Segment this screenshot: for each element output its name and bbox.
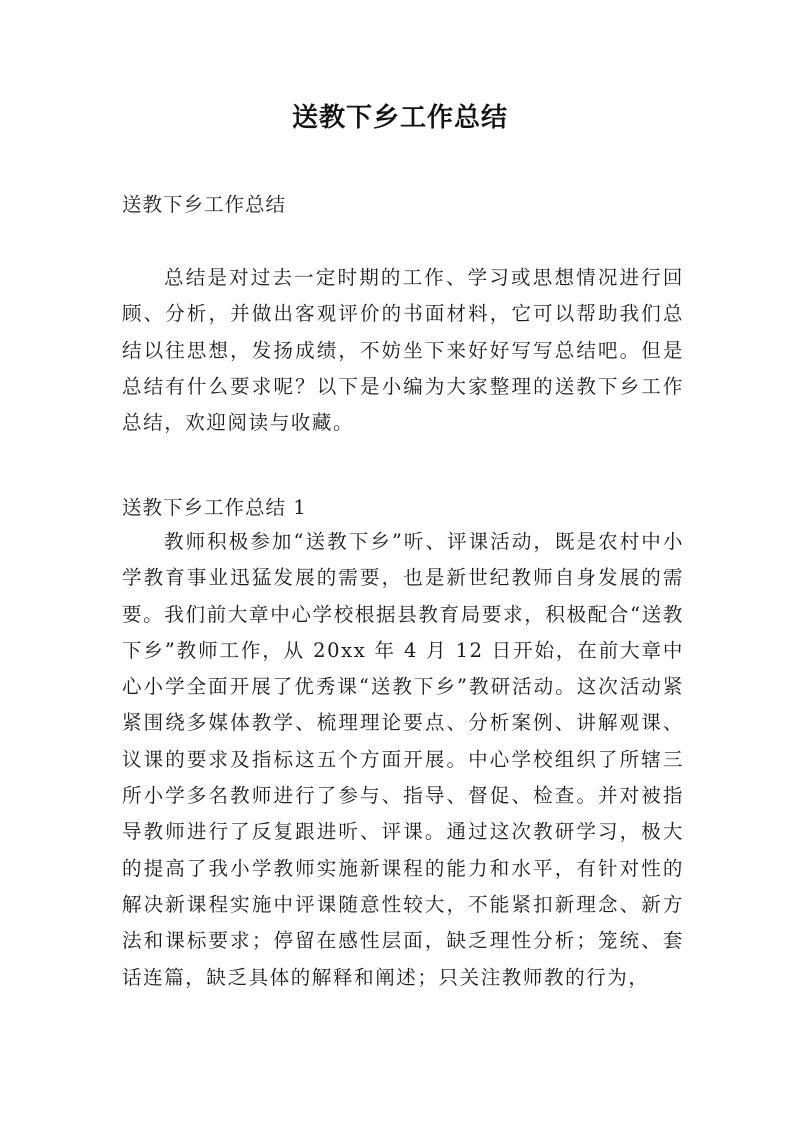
intro-paragraph: 总结是对过去一定时期的工作、学习或思想情况进行回顾、分析，并做出客观评价的书面材料，它可以帮助我们总结以往思想，发扬成绩，不妨坐下来好好写写总结吧。但是总结有什么要求呢？以下是小编为大家整理的送教下乡工作总结，欢迎阅读与收藏。 xyxy=(122,266,684,435)
document-subtitle: 送教下乡工作总结 xyxy=(122,193,287,216)
section-1-heading: 送教下乡工作总结 1 xyxy=(122,496,307,519)
document-title: 送教下乡工作总结 xyxy=(291,103,508,133)
section-1-paragraph: 教师积极参加“送教下乡”听、评课活动，既是农村中小学教育事业迅猛发展的需要，也是新世纪教师自身发展的需要。我们前大章中心学校根据县教育局要求，积极配合“送教下乡”教师工作，从 20xx 年 4 月 12 日开始，在前大章中心小学全面开展了优秀课“送教下乡”教研活动。这次活动紧紧围绕多媒体教学、梳理理论要点、分析案例、讲解观课、议课的要求及指标这五个方面开展。中心学校组织了所辖三所小学多名教师进行了参与、指导、督促、检查。并对被指导教师进行了反复跟进听、评课。通过这次教研学习，极大的提高了我小学教师实施新课程的能力和水平，有针对性的解决新课程实施中评课随意性较大，不能紧扣新理念、新方法和课标要求；停留在感性层面，缺乏理性分析；笼统、套话连篇，缺乏具体的解释和阐述；只关注教师教的行为， xyxy=(122,530,684,989)
